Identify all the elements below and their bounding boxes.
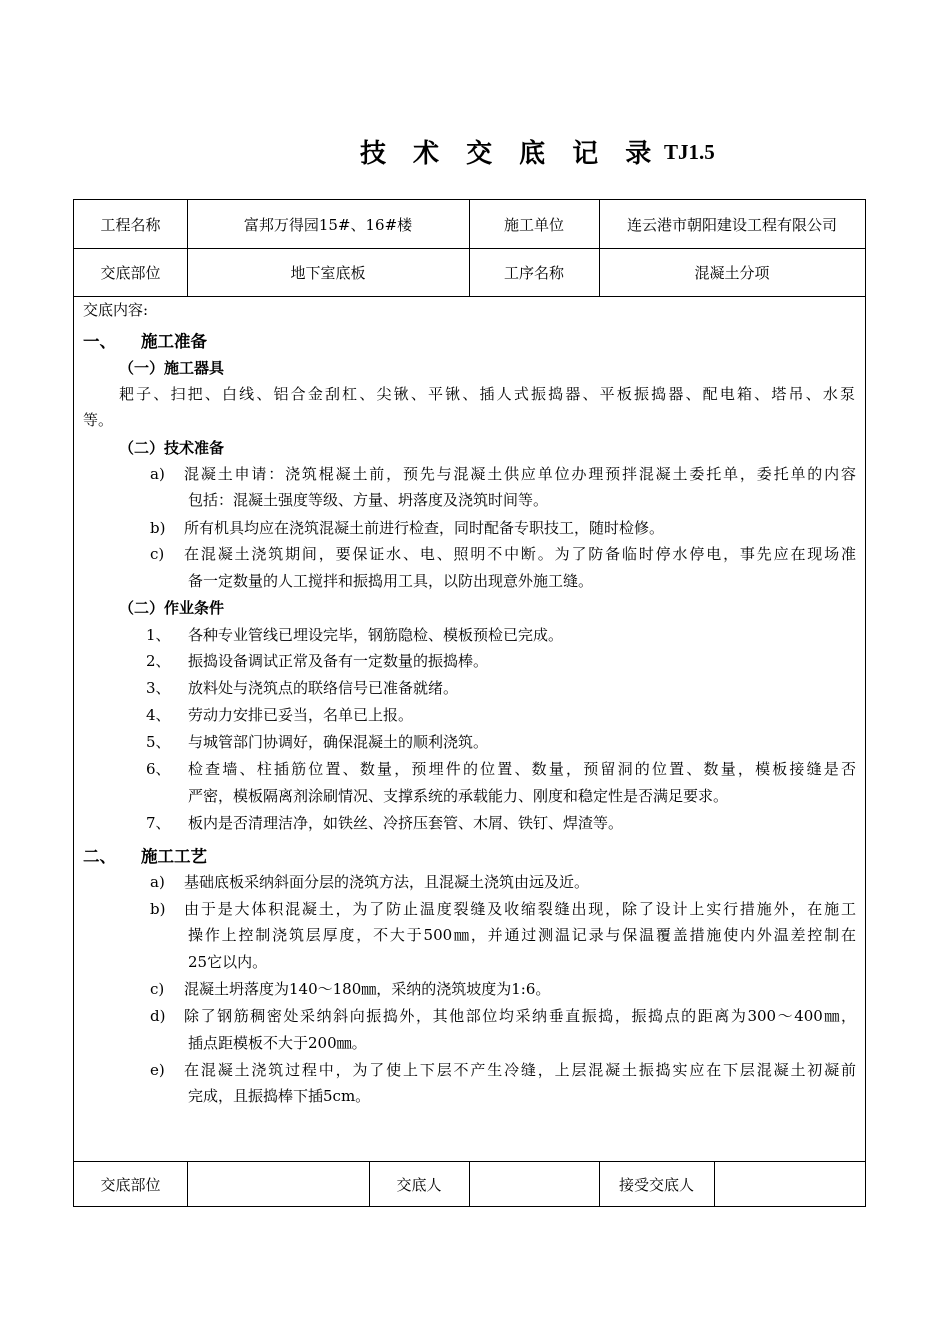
- project-name-value: 富邦万得园15#、16#楼: [243, 215, 413, 234]
- part-value: 地下室底板: [290, 263, 366, 282]
- list-item: 检查墙、柱插筋位置、数量，预埋件的位置、数量，预留洞的位置、数量，模板接缝是否: [188, 760, 856, 778]
- section-2-number: 二、: [83, 847, 116, 866]
- subsection-tech-title: （二）技术准备: [119, 439, 225, 457]
- process-value: 混凝土分项: [694, 263, 770, 282]
- contractor-label: 施工单位: [503, 215, 564, 234]
- list-item-cont: 操作上控制浇筑层厚度，不大于500㎜，并通过测温记录与保温覆盖措施使内外温差控制在: [188, 926, 856, 944]
- list-mark: d): [150, 1007, 166, 1025]
- list-item: 基础底板采纳斜面分层的浇筑方法，且混凝土浇筑由远及近。: [184, 873, 590, 891]
- footer-receiver-value: [714, 1161, 865, 1207]
- list-item-cont: 包括：混凝土强度等级、方量、坍落度及浇筑时间等。: [188, 491, 549, 509]
- list-mark: 2、: [146, 652, 171, 670]
- project-name-label: 工程名称: [100, 215, 161, 234]
- list-item: 在混凝土浇筑期间，要保证水、电、照明不中断。为了防备临时停水停电，事先应在现场准: [184, 545, 856, 563]
- list-mark: a): [150, 465, 165, 483]
- list-mark: c): [150, 545, 165, 563]
- list-mark: b): [150, 900, 166, 918]
- list-item: 各种专业管线已埋设完毕，钢筋隐检、模板预检已完成。: [188, 626, 564, 644]
- part-label: 交底部位: [100, 263, 161, 282]
- tools-text-end: 等。: [83, 411, 114, 429]
- list-item-cont: 完成，且振捣棒下插5cm。: [188, 1087, 371, 1105]
- subsection-tools-title: （一）施工器具: [119, 359, 225, 377]
- list-item: 板内是否清理洁净，如铁丝、冷挤压套管、木屑、铁钉、焊渣等。: [188, 814, 624, 832]
- list-item: 与城管部门协调好，确保混凝土的顺利浇筑。: [188, 733, 489, 751]
- list-item: 所有机具均应在浇筑混凝土前进行检查，同时配备专职技工，随时检修。: [184, 519, 665, 537]
- contractor-value: 连云港市朝阳建设工程有限公司: [626, 215, 837, 234]
- list-mark: 4、: [146, 706, 171, 724]
- footer-part-label: 交底部位: [100, 1175, 161, 1194]
- subsection-conditions-title: （二）作业条件: [119, 599, 225, 617]
- list-item-cont: 严密，模板隔离剂涂刷情况、支撑系统的承载能力、刚度和稳定性是否满足要求。: [188, 787, 729, 805]
- list-item: 在混凝土浇筑过程中，为了使上下层不产生冷缝，上层混凝土振捣实应在下层混凝土初凝前: [184, 1061, 856, 1079]
- list-item: 放料处与浇筑点的联络信号已准备就绪。: [188, 679, 459, 697]
- footer-person-label: 交底人: [396, 1175, 442, 1194]
- document-title: 技 术 交 底 记 录: [360, 139, 661, 169]
- process-label: 工序名称: [503, 263, 564, 282]
- list-item: 振捣设备调试正常及备有一定数量的振捣棒。: [188, 652, 489, 670]
- list-item-cont: 25它以内。: [188, 953, 268, 971]
- footer-person-value: [469, 1161, 599, 1207]
- list-mark: 6、: [146, 760, 171, 778]
- record-table: [73, 199, 866, 1207]
- content-label: 交底内容:: [83, 301, 149, 319]
- list-mark: a): [150, 873, 165, 891]
- list-mark: e): [150, 1061, 165, 1079]
- list-mark: c): [150, 980, 165, 998]
- list-mark: 1、: [146, 626, 171, 644]
- tools-text: 耙子、扫把、白线、铝合金刮杠、尖锹、平锹、插人式振捣器、平板振捣器、配电箱、塔吊、水泵: [119, 385, 855, 403]
- footer-receiver-label: 接受交底人: [618, 1175, 694, 1194]
- list-mark: 5、: [146, 733, 171, 751]
- list-mark: 3、: [146, 679, 171, 697]
- list-item: 由于是大体积混凝土，为了防止温度裂缝及收缩裂缝出现，除了设计上实行措施外，在施工: [184, 900, 856, 918]
- list-mark: b): [150, 519, 166, 537]
- list-item: 混凝土申请：浇筑棍凝土前，预先与混凝土供应单位办理预拌混凝土委托单，委托单的内容: [184, 465, 856, 483]
- list-item-cont: 备一定数量的人工搅拌和振捣用工具，以防出现意外施工缝。: [188, 572, 594, 590]
- list-mark: 7、: [146, 814, 171, 832]
- section-1-title: 施工准备: [141, 332, 207, 351]
- list-item: 劳动力安排已妥当，名单已上报。: [188, 706, 414, 724]
- list-item-cont: 插点距模板不大于200㎜。: [188, 1034, 367, 1052]
- section-2-title: 施工工艺: [141, 847, 207, 866]
- row-divider: [74, 296, 865, 297]
- footer-part-value: [187, 1161, 369, 1207]
- list-item: 混凝土坍落度为140～180㎜，采纳的浇筑坡度为1:6。: [184, 980, 551, 998]
- list-item: 除了钢筋稠密处采纳斜向振捣外，其他部位均采纳垂直振捣，振捣点的距离为300～400㎜，: [184, 1007, 856, 1025]
- document-code: TJ1.5: [664, 140, 715, 164]
- section-1-number: 一、: [83, 332, 116, 351]
